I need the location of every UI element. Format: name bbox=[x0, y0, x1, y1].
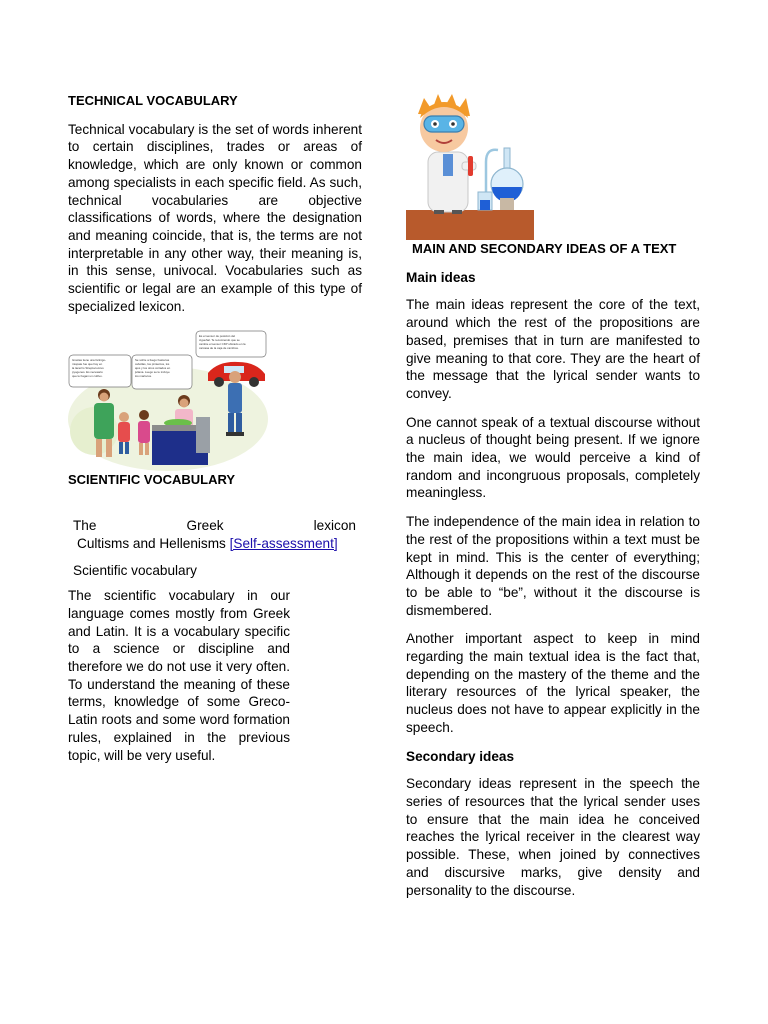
bubble-text-line: cigueñal. Te recomiendo que se bbox=[199, 338, 240, 343]
greek-line-word: lexicon bbox=[313, 518, 356, 534]
goggles bbox=[424, 116, 464, 132]
svg-text:Gracias tiene una farinigo- bbox=[72, 358, 107, 378]
greek-lexicon-line bbox=[68, 517, 356, 535]
lab-table bbox=[406, 210, 534, 240]
greek-line-word: Greek bbox=[186, 518, 224, 534]
scientific-vocabulary-heading: SCIENTIFIC VOCABULARY bbox=[68, 472, 236, 488]
right-column bbox=[406, 92, 700, 899]
bubble-text-line: que le hagan un cultivo. bbox=[72, 374, 103, 379]
bubble-text-line: Es el sensor de posición del bbox=[199, 334, 235, 339]
self-assessment-link[interactable]: [Self-assessment] bbox=[229, 535, 338, 551]
cultisms-text: Cultisms and Hellenisms bbox=[77, 535, 226, 551]
flask bbox=[491, 148, 523, 210]
bubble-text-line: carcasa de la caja de cambios. bbox=[199, 346, 239, 351]
bubble-text-line: miopate fue que hay en bbox=[72, 362, 103, 367]
bubble-text-line: cambie el sensor CKP ubicado en la bbox=[199, 342, 246, 347]
bubble-text-line: Gracias tiene una farinigo- bbox=[72, 358, 106, 363]
main-ideas-heading: Main ideas bbox=[406, 269, 476, 285]
bubble-text-line: ajos y los otros cortados en bbox=[135, 366, 171, 371]
bubble-text-line: Se sofrie a fuego hasta las bbox=[135, 358, 170, 363]
main-ideas-paragraph: One cannot speak of a textual discourse without a nucleus of thought being present. If we ignore the main idea, we would perceive a kind of random and incongruous proposals, completely meaningless. bbox=[406, 414, 700, 501]
scientific-vocabulary-label: Scientific vocabulary bbox=[73, 562, 197, 578]
test-tube bbox=[468, 156, 473, 176]
bubble-text-line: pyogenes. Es necesario bbox=[72, 370, 103, 375]
secondary-ideas-heading: Secondary ideas bbox=[406, 748, 515, 764]
shirt bbox=[443, 154, 453, 176]
secondary-ideas-paragraph: Secondary ideas represent in the speech the series of resources that the lyrical sender uses to ensure that the main idea he conceived reaches the lyrical receiver in the clearest way possible. These, when joined by connectives and discursive marks, give density and personality to the discourse. bbox=[406, 776, 700, 898]
main-ideas-paragraph: The independence of the main idea in relation to the rest of the propositions within a text must be kept in mind. This is the center of everything; Although it depends on the rest of the discourse to be able to “be”, without it the discourse is dismembered. bbox=[406, 514, 700, 618]
scientific-vocabulary-paragraph: The scientific vocabulary in our language comes mostly from Greek and Latin. It is a vocabulary specific to a science or discipline and therefore we do not use it very often. To understand the meaning of these terms, knowledge of some Greco-Latin roots and some word formation rules, explained in the previous topic, will be very useful. bbox=[68, 588, 290, 763]
bubble-text-line: los mariscos. bbox=[135, 374, 152, 379]
bubble-text-line: la laceriro Streptococcus bbox=[72, 366, 104, 371]
cultisms-line bbox=[68, 535, 362, 553]
technical-vocabulary-heading: TECHNICAL VOCABULARY bbox=[68, 93, 238, 108]
left-column bbox=[68, 92, 362, 764]
scientist-head bbox=[418, 94, 470, 152]
scientist-illustration bbox=[406, 92, 534, 240]
main-secondary-ideas-heading: MAIN AND SECONDARY IDEAS OF A TEXT bbox=[412, 241, 677, 256]
greek-line-word: The bbox=[73, 518, 97, 534]
technical-vocabulary-paragraph: Technical vocabulary is the set of words inherent to certain disciplines, trades or areas of knowledge, which are only known or common among specialists in each specific field. As such, technical vocabularies are objective classifications of words, where the designation and meaning coincide, that is, the terms are not interpretable in any other way, their meaning is, in this sense, univocal. Vocabularies such as scientific or legal are an example of this type of specialized lexicon. bbox=[68, 121, 362, 314]
main-ideas-paragraph: The main ideas represent the core of the text, around which the rest of the propositions are based, premises that in turn are manifested to give meaning to that core. They are the heart of the message that the lyrical sender wants to convey. bbox=[406, 297, 700, 401]
bubble-text-line: cebollas, los pimientos, los bbox=[135, 362, 170, 367]
bubble-text-line: juliana. Luego se le incluye bbox=[135, 370, 170, 375]
main-ideas-paragraph: Another important aspect to keep in mind regarding the main textual idea is the fact that, depending on the mastery of the theme and the literary resources of the lyrical speaker, the nucleus does not have to appear explicitly in the speech. bbox=[406, 631, 700, 735]
professions-illustration bbox=[68, 329, 268, 471]
